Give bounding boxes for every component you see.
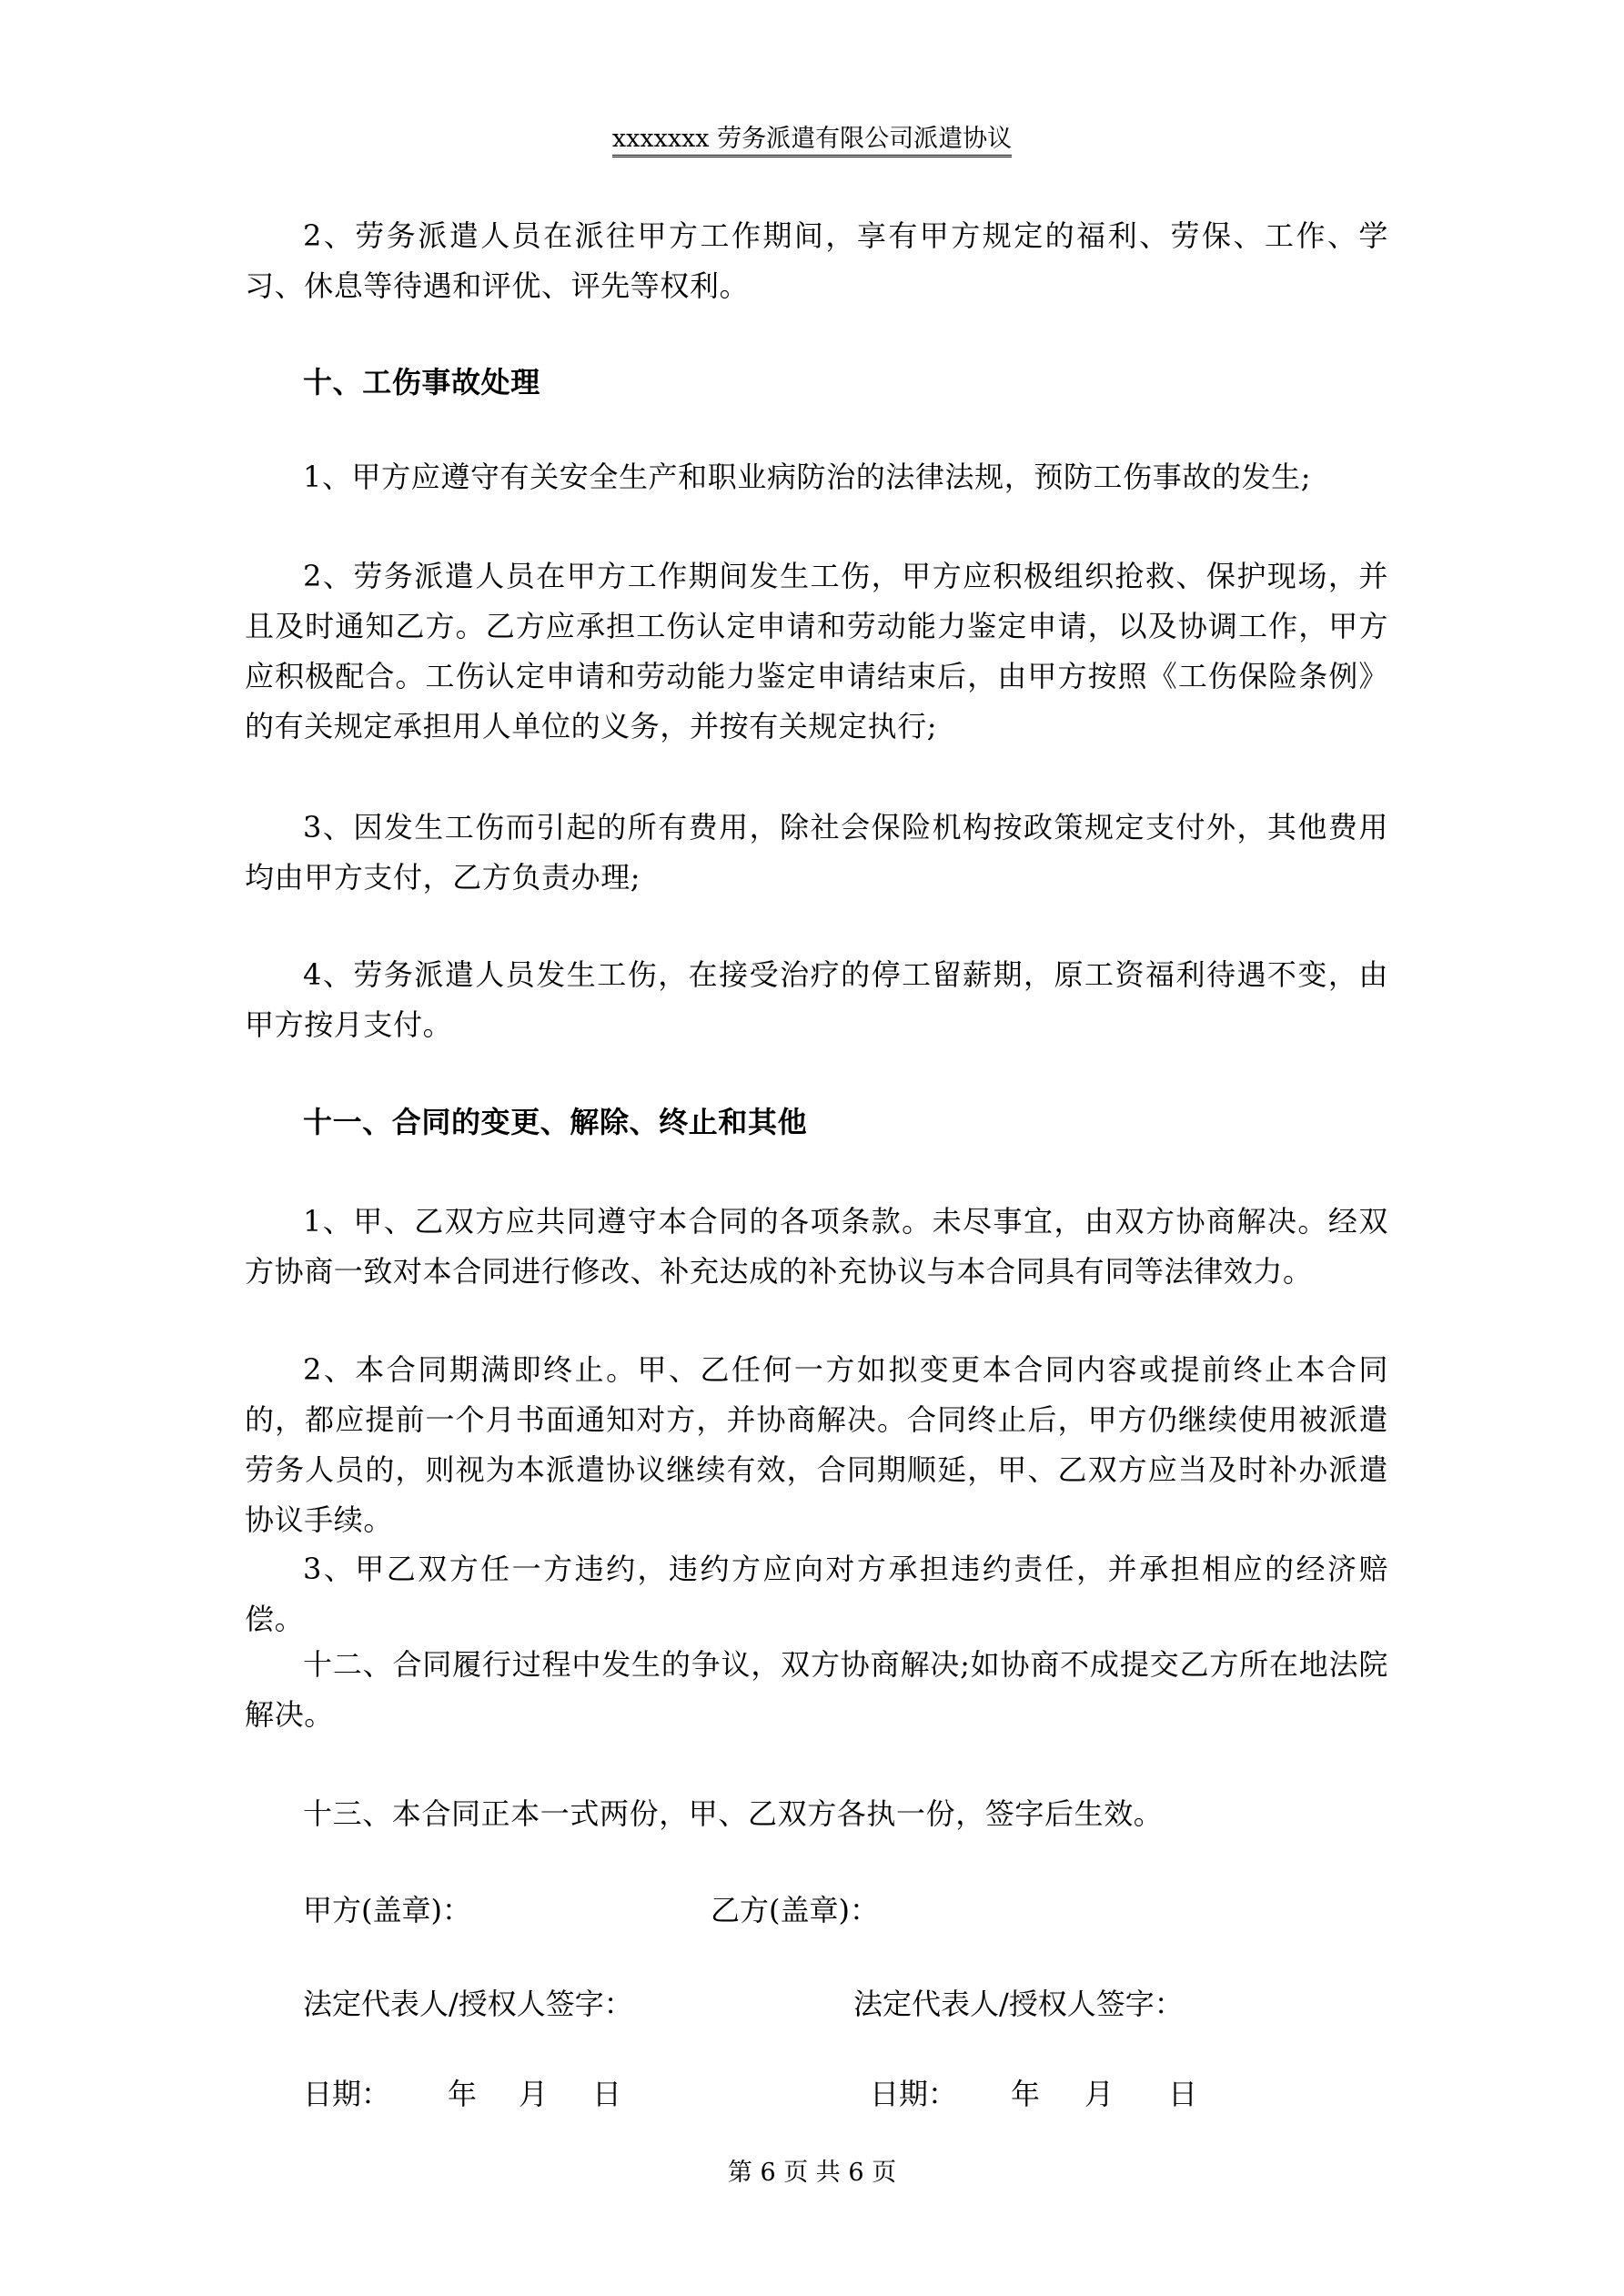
title-text: xxxxxxx 劳务派遣有限公司派遣协议 xyxy=(612,125,1012,157)
paragraph: 1、甲、乙双方应共同遵守本合同的各项条款。未尽事宜，由双方协商解决。经双方协商一致对本合同进行修改、补充达成的补充协议与本合同具有同等法律效力。 xyxy=(245,1204,1388,1289)
party-b-month: 月 xyxy=(1084,2077,1115,2111)
paragraph: 3、甲乙双方任一方违约，违约方应向对方承担违约责任，并承担相应的经济赔偿。 xyxy=(245,1552,1388,1636)
party-b-day: 日 xyxy=(1168,2077,1198,2111)
party-a-year: 年 xyxy=(448,2077,478,2111)
paragraph: 1、甲方应遵守有关安全生产和职业病防治的法律法规，预防工伤事故的发生; xyxy=(303,460,1312,494)
document-title xyxy=(0,118,1624,154)
party-a-month: 月 xyxy=(519,2077,549,2111)
party-b-year: 年 xyxy=(1011,2077,1041,2111)
page-number: 第 6 页 共 6 页 xyxy=(727,2159,897,2187)
paragraph: 2、本合同期满即终止。甲、乙任何一方如拟变更本合同内容或提前终止本合同的，都应提前一个月书面通知对方，并协商解决。合同终止后，甲方仍继续使用被派遣劳务人员的，则视为本派遣协议继续有效，合同期顺延，甲、乙双方应当及时补办派遣协议手续。 xyxy=(245,1352,1388,1537)
party-a-day: 日 xyxy=(592,2077,622,2111)
party-b-date-label: 日期： xyxy=(870,2077,958,2111)
party-b-rep-label: 法定代表人/授权人签字： xyxy=(853,1987,1184,2021)
section-12: 十二、合同履行过程中发生的争议，双方协商解决;如协商不成提交乙方所在地法院解决。 xyxy=(245,1647,1388,1732)
section-heading-11: 十一、合同的变更、解除、终止和其他 xyxy=(303,1105,808,1139)
section-13: 十三、本合同正本一式两份，甲、乙双方各执一份，签字后生效。 xyxy=(303,1796,1164,1831)
party-a-rep-label: 法定代表人/授权人签字： xyxy=(303,1987,633,2021)
paragraph: 2、劳务派遣人员在派往甲方工作期间，享有甲方规定的福利、劳保、工作、学习、休息等待遇和评优、评先等权利。 xyxy=(245,218,1388,303)
paragraph: 4、劳务派遣人员发生工伤，在接受治疗的停工留薪期，原工资福利待遇不变，由甲方按月支付。 xyxy=(245,957,1388,1042)
party-a-seal-label: 甲方(盖章)： xyxy=(303,1893,471,1927)
section-heading-10: 十、工伤事故处理 xyxy=(303,365,540,400)
paragraph: 3、因发生工伤而引起的所有费用，除社会保险机构按政策规定支付外，其他费用均由甲方支付，乙方负责办理; xyxy=(245,810,1388,895)
party-b-seal-label: 乙方(盖章)： xyxy=(711,1893,879,1927)
paragraph: 2、劳务派遣人员在甲方工作期间发生工伤，甲方应积极组织抢救、保护现场，并且及时通知乙方。乙方应承担工伤认定申请和劳动能力鉴定申请，以及协调工作，甲方应积极配合。工伤认定申请和劳动能力鉴定申请结束后，由甲方按照《工伤保险条例》的有关规定承担用人单位的义务，并按有关规定执行; xyxy=(245,559,1388,743)
party-a-date-label: 日期： xyxy=(303,2077,391,2111)
